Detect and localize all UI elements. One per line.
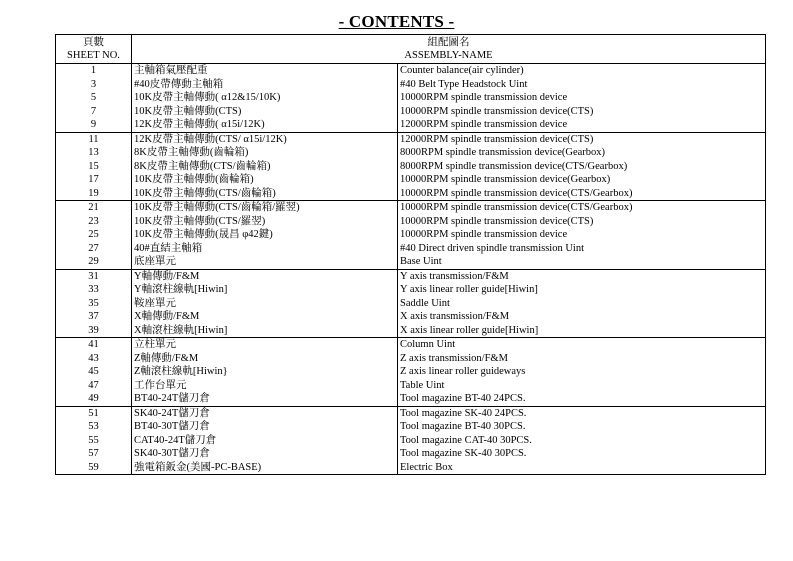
table-row [56,447,766,461]
assembly-name-en: X axis transmission/F&M [398,310,766,324]
sheet-number: 7 [56,105,132,119]
table-row [56,283,766,297]
assembly-name-zh: 10K皮帶主軸傳動(CTS/羅翌) [132,215,398,229]
sheet-number: 47 [56,379,132,393]
contents-table [55,34,766,475]
sheet-number: 21 [56,201,132,215]
sheet-number: 35 [56,297,132,311]
assembly-name-zh: 10K皮帶主軸傳動( α12&15/10K) [132,91,398,105]
assembly-name-header-zh: 組配圖名 [427,36,470,48]
assembly-name-header-en: ASSEMBLY-NAME [404,50,493,61]
assembly-name-en: Tool magazine SK-40 30PCS. [398,447,766,461]
sheet-number: 9 [56,118,132,132]
sheet-number: 41 [56,338,132,352]
assembly-name-en: 12000RPM spindle transmission device [398,118,766,132]
assembly-name-zh: 10K皮帶主軸傳動(CTS) [132,105,398,119]
assembly-name-en: 10000RPM spindle transmission device(CTS/Gearbox) [398,187,766,201]
assembly-name-en: Z axis linear roller guideways [398,365,766,379]
assembly-name-en: X axis linear roller guide[Hiwin] [398,324,766,338]
assembly-name-zh: 8K皮帶主軸傳動(CTS/齒輪箱) [132,160,398,174]
sheet-number: 13 [56,146,132,160]
sheet-number: 31 [56,269,132,283]
assembly-name-en: #40 Belt Type Headstock Uint [398,78,766,92]
table-row [56,173,766,187]
assembly-name-zh: 鞍座單元 [132,297,398,311]
table-row [56,269,766,283]
assembly-name-en: Tool magazine BT-40 24PCS. [398,392,766,406]
assembly-name-zh: CAT40-24T儲刀倉 [132,434,398,448]
assembly-name-en: Tool magazine CAT-40 30PCS. [398,434,766,448]
assembly-name-zh: 12K皮帶主軸傳動( α15i/12K) [132,118,398,132]
assembly-name-header [132,35,766,64]
sheet-number: 17 [56,173,132,187]
sheet-number: 53 [56,420,132,434]
assembly-name-en: 10000RPM spindle transmission device [398,228,766,242]
assembly-name-en: 12000RPM spindle transmission device(CTS) [398,132,766,146]
assembly-name-zh: 40#直結主軸箱 [132,242,398,256]
assembly-name-zh: Z軸傳動/F&M [132,352,398,366]
assembly-name-zh: BT40-24T儲刀倉 [132,392,398,406]
assembly-name-en: 8000RPM spindle transmission device(CTS/Gearbox) [398,160,766,174]
assembly-name-en: 10000RPM spindle transmission device(CTS) [398,105,766,119]
sheet-number: 57 [56,447,132,461]
table-row [56,420,766,434]
sheet-number: 29 [56,255,132,269]
sheet-no-header-en: SHEET NO. [67,50,120,61]
table-row [56,64,766,78]
table-row [56,215,766,229]
sheet-number: 59 [56,461,132,475]
table-row [56,338,766,352]
table-row [56,297,766,311]
table-row [56,91,766,105]
assembly-name-zh: 強電箱鈑金(美國-PC-BASE) [132,461,398,475]
sheet-number: 49 [56,392,132,406]
assembly-name-en: Tool magazine BT-40 30PCS. [398,420,766,434]
assembly-name-en: Y axis linear roller guide[Hiwin] [398,283,766,297]
table-row [56,132,766,146]
sheet-number: 25 [56,228,132,242]
table-row [56,379,766,393]
assembly-name-zh: Y軸滾柱線軌[Hiwin] [132,283,398,297]
table-row [56,310,766,324]
assembly-name-en: Tool magazine SK-40 24PCS. [398,406,766,420]
sheet-number: 27 [56,242,132,256]
sheet-number: 55 [56,434,132,448]
table-row [56,160,766,174]
assembly-name-en: 10000RPM spindle transmission device(Gearbox) [398,173,766,187]
assembly-name-en: 10000RPM spindle transmission device(CTS/Gearbox) [398,201,766,215]
sheet-number: 37 [56,310,132,324]
assembly-name-en: Counter balance(air cylinder) [398,64,766,78]
assembly-name-en: 8000RPM spindle transmission device(Gearbox) [398,146,766,160]
table-row [56,324,766,338]
table-row [56,392,766,406]
assembly-name-en: Electric Box [398,461,766,475]
sheet-number: 39 [56,324,132,338]
assembly-name-zh: 10K皮帶主軸傳動(CTS/齒輪箱) [132,187,398,201]
table-row [56,78,766,92]
assembly-name-zh: 工作台單元 [132,379,398,393]
assembly-name-zh: X軸傳動/F&M [132,310,398,324]
table-row [56,228,766,242]
assembly-name-zh: 10K皮帶主軸傳動(齒輪箱) [132,173,398,187]
sheet-number: 33 [56,283,132,297]
assembly-name-en: Column Uint [398,338,766,352]
table-row [56,201,766,215]
table-header [56,35,766,64]
assembly-name-en: 10000RPM spindle transmission device [398,91,766,105]
sheet-number: 1 [56,64,132,78]
assembly-name-en: Table Uint [398,379,766,393]
assembly-name-zh: Z軸滾柱線軌[Hiwin} [132,365,398,379]
assembly-name-en: Base Uint [398,255,766,269]
table-row [56,105,766,119]
assembly-name-en: Y axis transmission/F&M [398,269,766,283]
assembly-name-zh: 10K皮帶主軸傳動(CTS/齒輪箱/羅翌) [132,201,398,215]
assembly-name-zh: SK40-30T儲刀倉 [132,447,398,461]
sheet-no-header-zh: 頁數 [83,36,104,48]
assembly-name-zh: #40皮帶傳動主軸箱 [132,78,398,92]
assembly-name-en: Z axis transmission/F&M [398,352,766,366]
assembly-name-zh: Y軸傳動/F&M [132,269,398,283]
table-body [56,64,766,475]
table-row [56,242,766,256]
assembly-name-zh: 10K皮帶主軸傳動(晟昌 φ42鍵) [132,228,398,242]
assembly-name-zh: X軸滾柱線軌[Hiwin] [132,324,398,338]
table-row [56,352,766,366]
table-row [56,406,766,420]
assembly-name-zh: SK40-24T儲刀倉 [132,406,398,420]
sheet-number: 5 [56,91,132,105]
assembly-name-zh: 主軸箱氣壓配重 [132,64,398,78]
table-row [56,118,766,132]
table-row [56,255,766,269]
sheet-no-header [56,35,132,64]
assembly-name-zh: BT40-30T儲刀倉 [132,420,398,434]
assembly-name-zh: 底座單元 [132,255,398,269]
assembly-name-zh: 12K皮帶主軸傳動(CTS/ α15i/12K) [132,132,398,146]
table-row [56,365,766,379]
table-row [56,461,766,475]
assembly-name-en: #40 Direct driven spindle transmission Uint [398,242,766,256]
sheet-number: 51 [56,406,132,420]
sheet-number: 43 [56,352,132,366]
sheet-number: 23 [56,215,132,229]
table-row [56,146,766,160]
page-title: - CONTENTS - [338,12,455,31]
sheet-number: 11 [56,132,132,146]
sheet-number: 45 [56,365,132,379]
sheet-number: 15 [56,160,132,174]
table-row [56,434,766,448]
assembly-name-zh: 立柱單元 [132,338,398,352]
sheet-number: 19 [56,187,132,201]
assembly-name-zh: 8K皮帶主軸傳動(齒輪箱) [132,146,398,160]
assembly-name-en: Saddle Uint [398,297,766,311]
sheet-number: 3 [56,78,132,92]
assembly-name-en: 10000RPM spindle transmission device(CTS) [398,215,766,229]
table-row [56,187,766,201]
